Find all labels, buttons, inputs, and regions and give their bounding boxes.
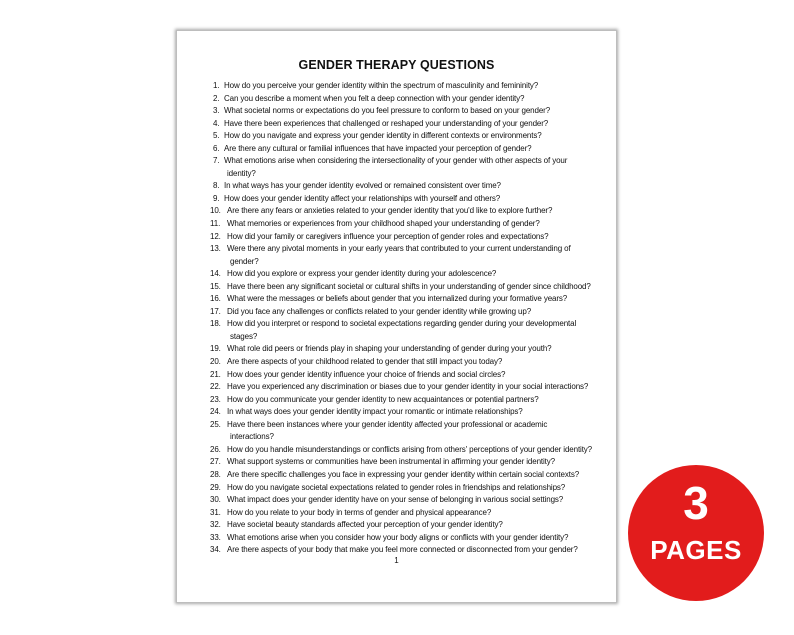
question-text: How did you explore or express your gender identity during your adolescence? xyxy=(227,269,497,279)
question-text-continued: stages? xyxy=(230,331,258,341)
question-text: How does your gender identity affect your relationships with yourself and others? xyxy=(224,193,501,203)
question-text: How does your gender identity influence your choice of friends and social circles? xyxy=(227,369,506,379)
question-number: 25. xyxy=(210,419,221,429)
question-text: How do you communicate your gender identity to new acquaintances or potential partners? xyxy=(227,394,539,404)
question-number: 5. xyxy=(213,131,220,141)
question-text: How did you interpret or respond to societal expectations regarding gender during your developmental xyxy=(227,319,577,329)
question-number: 32. xyxy=(210,520,221,530)
question-number: 31. xyxy=(210,507,221,517)
question-number: 15. xyxy=(210,281,221,291)
question-item xyxy=(210,444,605,457)
question-item xyxy=(210,419,605,444)
question-number: 18. xyxy=(210,319,221,329)
question-number: 4. xyxy=(213,118,220,128)
question-item xyxy=(210,356,605,369)
question-text: Did you face any challenges or conflicts related to your gender identity while growing up? xyxy=(227,306,532,316)
question-item xyxy=(210,532,605,545)
question-item xyxy=(210,394,605,407)
page-count-label: PAGES xyxy=(650,535,742,565)
question-item xyxy=(210,231,605,244)
question-item xyxy=(210,482,605,495)
question-item xyxy=(210,205,605,218)
question-text: Are there specific challenges you face in expressing your gender identity within certain social contexts? xyxy=(227,469,580,479)
question-text: Have there been instances where your gender identity affected your professional or academic xyxy=(227,419,548,429)
question-item xyxy=(213,180,605,193)
question-number: 22. xyxy=(210,382,221,392)
question-number: 10. xyxy=(210,206,221,216)
question-text: In what ways does your gender identity impact your romantic or intimate relationships? xyxy=(227,407,523,417)
page-number: 1 xyxy=(394,556,399,565)
question-number: 30. xyxy=(210,495,221,505)
question-number: 12. xyxy=(210,231,221,241)
question-item xyxy=(210,507,605,520)
question-text: Can you describe a moment when you felt a deep connection with your gender identity? xyxy=(224,93,525,103)
question-text: Are there aspects of your body that make you feel more connected or disconnected from your gender? xyxy=(227,545,578,555)
question-item xyxy=(210,318,605,343)
question-text: What emotions arise when you consider how your body aligns or conflicts with your gender identity? xyxy=(227,532,569,542)
question-number: 24. xyxy=(210,407,221,417)
question-number: 14. xyxy=(210,269,221,279)
question-text: What impact does your gender identity have on your sense of belonging in various social settings? xyxy=(227,495,564,505)
question-number: 8. xyxy=(213,181,220,191)
question-text: Have there been any significant societal or cultural shifts in your understanding of gender since childhood? xyxy=(227,281,591,291)
question-text: What support systems or communities have been instrumental in affirming your gender identity? xyxy=(227,457,555,467)
question-number: 20. xyxy=(210,357,221,367)
question-item xyxy=(210,281,605,294)
question-number: 29. xyxy=(210,482,221,492)
question-text: What were the messages or beliefs about gender that you internalized during your formative years? xyxy=(227,294,568,304)
question-item xyxy=(213,80,605,93)
question-text: Are there any fears or anxieties related to your gender identity that you'd like to explore further? xyxy=(227,206,553,216)
document-page xyxy=(176,30,617,603)
question-number: 33. xyxy=(210,532,221,542)
question-item xyxy=(210,268,605,281)
question-item xyxy=(210,343,605,356)
page-count-badge xyxy=(628,465,764,601)
question-number: 2. xyxy=(213,93,220,103)
question-text: How do you perceive your gender identity within the spectrum of masculinity and femininity? xyxy=(224,81,539,90)
question-text: What emotions arise when considering the intersectionality of your gender with other aspects of your xyxy=(224,156,568,166)
question-text: What memories or experiences from your childhood shaped your understanding of gender? xyxy=(227,219,540,229)
question-item xyxy=(210,369,605,382)
question-number: 21. xyxy=(210,369,221,379)
question-item xyxy=(210,381,605,394)
page-count-number: 3 xyxy=(683,477,709,529)
question-text: Are there aspects of your childhood related to gender that still impact you today? xyxy=(227,357,503,367)
question-item xyxy=(213,130,605,143)
question-text: How do you navigate societal expectations related to gender roles in friendships and relationships? xyxy=(227,482,566,492)
question-number: 28. xyxy=(210,469,221,479)
question-text: How did your family or caregivers influence your perception of gender roles and expectations? xyxy=(227,231,549,241)
document-title: GENDER THERAPY QUESTIONS xyxy=(298,58,495,72)
question-text: What societal norms or expectations do you feel pressure to conform to based on your gender? xyxy=(224,106,551,116)
question-item xyxy=(210,469,605,482)
question-number: 34. xyxy=(210,545,221,555)
question-item xyxy=(210,494,605,507)
question-text-continued: gender? xyxy=(230,256,259,266)
question-text: Have there been experiences that challenged or reshaped your understanding of your gender? xyxy=(224,118,549,128)
question-text: How do you handle misunderstandings or conflicts arising from others' perceptions of your gender identity? xyxy=(227,444,593,454)
question-number: 7. xyxy=(213,156,220,166)
question-text: Have you experienced any discrimination or biases due to your gender identity in your social interactions? xyxy=(227,382,589,392)
question-number: 17. xyxy=(210,306,221,316)
question-text: How do you relate to your body in terms of gender and physical appearance? xyxy=(227,507,492,517)
question-item xyxy=(210,306,605,319)
question-number: 9. xyxy=(213,193,220,203)
question-number: 26. xyxy=(210,444,221,454)
question-list xyxy=(210,80,605,557)
question-item xyxy=(213,155,605,180)
question-number: 6. xyxy=(213,143,220,153)
question-item xyxy=(210,243,605,268)
question-number: 19. xyxy=(210,344,221,354)
question-text: Were there any pivotal moments in your early years that contributed to your current understanding of xyxy=(227,244,571,254)
question-text: Are there any cultural or familial influences that have impacted your perception of gender? xyxy=(224,143,532,153)
question-number: 16. xyxy=(210,294,221,304)
question-item xyxy=(213,118,605,131)
question-item xyxy=(213,193,605,206)
question-item xyxy=(210,544,605,557)
question-text: What role did peers or friends play in shaping your understanding of gender during your youth? xyxy=(227,344,552,354)
question-number: 1. xyxy=(213,81,220,90)
question-number: 3. xyxy=(213,106,220,116)
question-item xyxy=(213,93,605,106)
question-item xyxy=(210,293,605,306)
question-item xyxy=(213,143,605,156)
question-text: In what ways has your gender identity evolved or remained consistent over time? xyxy=(224,181,501,191)
question-text: How do you navigate and express your gender identity in different contexts or environments? xyxy=(224,131,542,141)
question-text-continued: identity? xyxy=(227,168,256,178)
question-text-continued: interactions? xyxy=(230,432,274,442)
question-number: 23. xyxy=(210,394,221,404)
question-number: 27. xyxy=(210,457,221,467)
question-item xyxy=(213,105,605,118)
question-item xyxy=(210,456,605,469)
question-item xyxy=(210,406,605,419)
question-number: 13. xyxy=(210,244,221,254)
question-number: 11. xyxy=(210,219,221,229)
question-item xyxy=(210,218,605,231)
question-text: Have societal beauty standards affected your perception of your gender identity? xyxy=(227,520,503,530)
question-item xyxy=(210,519,605,532)
